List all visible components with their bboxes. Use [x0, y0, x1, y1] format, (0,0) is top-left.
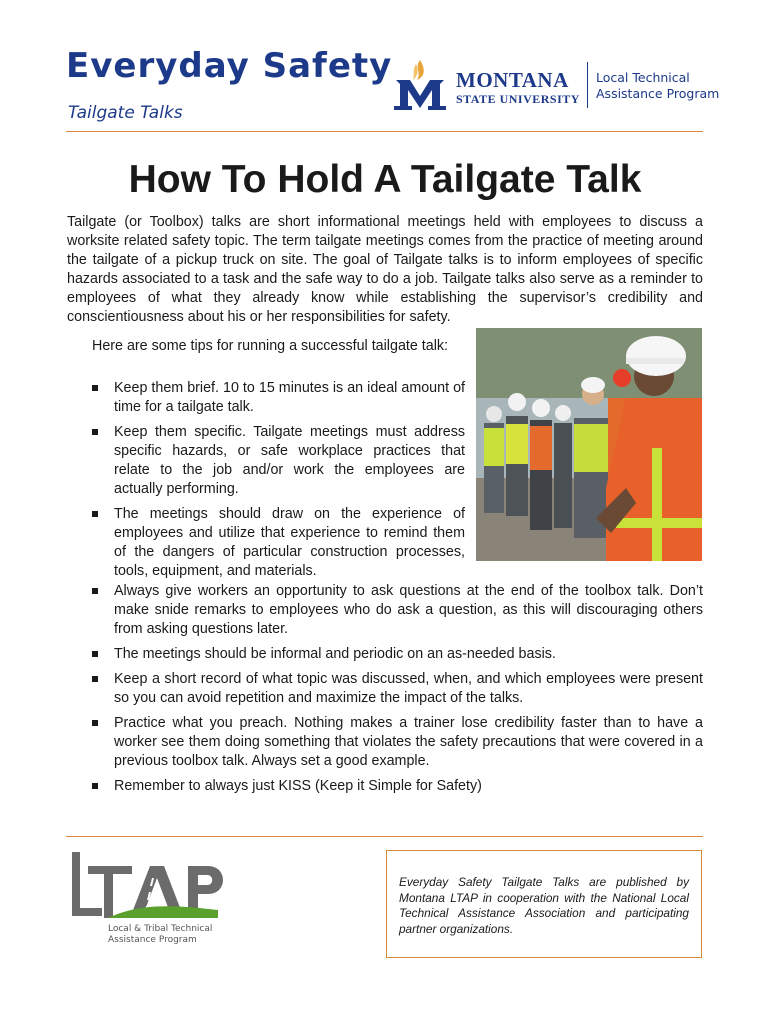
page-title: How To Hold A Tailgate Talk — [128, 158, 642, 201]
program-line-1: Local Technical — [596, 70, 690, 85]
list-item: The meetings should draw on the experience of employees and utilize that experience to remind them of the dangers of particular construction processes, tools, equipment, and materials. — [92, 505, 465, 581]
intro-paragraph: Tailgate (or Toolbox) talks are short informational meetings held with employees to discuss a worksite related safety topic. The term tailgate meetings comes from the practice of meeting around the tailgate of a pickup truck on site. The goal of Tailgate talks is to inform employees of specific hazards associated to a task and the safe way to do a job. Tailgate talks also serve as a reminder to employees of what they already know while establishing the supervisor’s credibility and conscientiousness about his or her responsibilities for safety. — [67, 214, 703, 325]
program-line-2: Assistance Program — [596, 86, 720, 101]
tips-lead: Here are some tips for running a successful tailgate talk: — [92, 338, 449, 354]
ltap-caption-line-2: Assistance Program — [108, 935, 197, 945]
workers-photo-image — [476, 328, 702, 561]
brand-subtitle: Tailgate Talks — [68, 103, 183, 123]
list-item: Always give workers an opportunity to ask questions at the end of the toolbox talk. Don’t make snide remarks to employees who do ask a question, as this will discouraging others from asking questions later. — [92, 582, 703, 639]
list-item: Keep them brief. 10 to 15 minutes is an ideal amount of time for a tailgate talk. — [92, 379, 465, 417]
publication-note: Everyday Safety Tailgate Talks are published by Montana LTAP in cooperation with the National Local Technical Assistance Association and participating partner organizations. — [399, 875, 689, 936]
header-rule — [66, 131, 703, 132]
university-name: MONTANA — [456, 68, 569, 92]
ltap-caption — [108, 924, 212, 946]
list-item: The meetings should be informal and periodic on an as-needed basis. — [92, 645, 703, 664]
footer-rule — [66, 836, 703, 837]
brand-title: Everyday Safety — [66, 46, 393, 86]
tips-list-bottom — [92, 582, 703, 802]
list-item: Practice what you preach. Nothing makes a trainer lose credibility faster than to have a worker see them doing something that violates the safety precautions that were covered in a previous toolbox talk. Always set a good example. — [92, 714, 703, 771]
list-item: Keep a short record of what topic was discussed, when, and which employees were present so you can avoid repetition and maximize the impact of the talks. — [92, 670, 703, 708]
ltap-caption-line-1: Local & Tribal Technical — [108, 924, 213, 934]
tips-list-top — [92, 379, 465, 587]
msu-logo-icon — [392, 58, 448, 112]
list-item: Keep them specific. Tailgate meetings must address specific hazards, or safe workplace practices that relate to the job and/or work the employees are actually performing. — [92, 423, 465, 499]
workers-photo — [476, 328, 702, 561]
program-name — [596, 70, 719, 102]
list-item: Remember to always just KISS (Keep it Simple for Safety) — [92, 777, 703, 796]
publication-box — [386, 850, 702, 958]
university-subtitle: STATE UNIVERSITY — [456, 92, 580, 106]
header-divider — [587, 62, 588, 108]
